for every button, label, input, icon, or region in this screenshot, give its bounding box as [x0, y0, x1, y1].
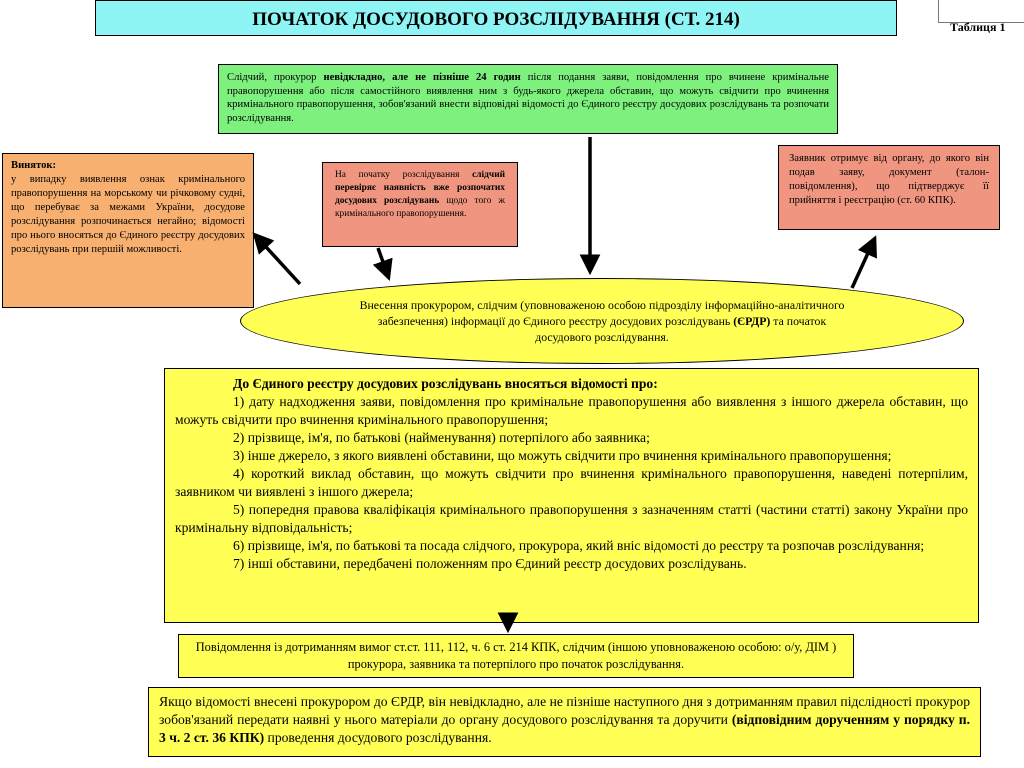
prosecutor-transfer-box	[148, 687, 981, 757]
notification-box	[178, 634, 854, 678]
registry-item: 3) інше джерело, з якого виявлені обставини, що можуть свідчити про вчинення кримінального правопорушення;	[233, 448, 892, 463]
ellipse-text-start: Внесення прокурором, слідчим (уповноваженою особою підрозділу інформаційно-аналітичного забезпечення) інформації до Єдиного реєстру досудових розслідувань	[359, 298, 845, 328]
ellipse-text-end: та початок досудового розслідування.	[535, 314, 827, 344]
erdr-entry-ellipse	[240, 278, 964, 364]
exception-text: у випадку виявлення ознак кримінального правопорушення на морському чи річковому судні, що перебуває за межами України, досудове розслідування розпочинається негайно; відомості про нього вносяться до Єдиного реєстру досудових розслідувань при першій можливості.	[11, 174, 245, 255]
registry-item: 2) прізвище, ім'я, по батькові (найменування) потерпілого або заявника;	[233, 430, 650, 445]
check-text-start: На початку розслідування	[335, 170, 473, 180]
green-text-end: після подання заяви, повідомлення про вчинене кримінальне правопорушення або після самостійного виявлення ним з будь-якого джерела обставин, що можуть свідчити про вчинення кримінального правопорушення, зобов'язаний внести відповідні відомості до Єдиного реєстру досудових розслідувань та розпочати розслідування.	[227, 72, 829, 124]
registry-item: 7) інші обставини, передбачені положенням про Єдиний реєстр досудових розслідувань.	[233, 556, 747, 571]
check-text-end: щодо того ж кримінального правопорушення.	[335, 196, 505, 219]
applicant-receipt-box	[778, 145, 1000, 230]
registry-item: 6) прізвище, ім'я, по батькові та посада слідчого, прокурора, який вніс відомості до реєстру та розпочав розслідування;	[233, 538, 925, 553]
exception-box	[2, 153, 254, 308]
applicant-text: Заявник отримує від органу, до якого він подав заяву, документ (талон-повідомлення), що підтверджує її прийняття і реєстрацію (ст. 60 КПК).	[789, 153, 989, 206]
transfer-text-start: Якщо відомості внесені прокурором до ЄРДР, він невідкладно, але не пізніше наступного дня з дотриманням правил підслідності прокурор зобов'язаний передати наявні у нього матеріали до органу досудового розслідування та доручити	[159, 694, 970, 727]
page-title: ПОЧАТОК ДОСУДОВОГО РОЗСЛІДУВАННЯ (СТ. 214)	[95, 0, 897, 36]
check-investigations-box	[322, 162, 518, 247]
arrow-to-exception	[256, 236, 300, 284]
registry-item: 4) короткий виклад обставин, що можуть свідчити про вчинення кримінального правопорушення, наведені потерпілим, заявником чи виявлені з іншого джерела;	[175, 466, 968, 499]
notification-text: Повідомлення із дотриманням вимог ст.ст. 111, 112, ч. 6 ст. 214 КПК, слідчим (іншою уповноваженою особою: о/у, ДІМ ) прокурора, заявника та потерпілого про початок розслідування.	[195, 640, 837, 671]
green-text-start: Слідчий, прокурор	[227, 72, 324, 83]
green-deadline: невідкладно, але не пізніше 24 годин	[323, 72, 521, 83]
green-duty-box	[218, 64, 838, 134]
arrow-to-check	[378, 248, 388, 276]
registry-heading: До Єдиного реєстру досудових розслідувань вносяться відомості про:	[233, 376, 658, 391]
registry-item: 5) попередня правова кваліфікація кримінального правопорушення з зазначенням статті (частини статті) закону України про кримінальну відповідальність;	[175, 502, 968, 535]
exception-heading: Виняток:	[11, 160, 56, 171]
registry-item: 1) дату надходження заяви, повідомлення про кримінальне правопорушення або виявлення з іншого джерела обставин, що можуть свідчити про вчинення кримінального правопорушення;	[175, 394, 968, 427]
arrow-to-applicant	[852, 240, 874, 288]
ellipse-erdr: (ЄРДР)	[733, 314, 771, 328]
transfer-text-end: проведення досудового розслідування.	[264, 730, 492, 745]
transfer-text-bold: (відповідним дорученням у порядку п. 3 ч. 2 ст. 36 КПК)	[159, 712, 970, 745]
table-label: Таблиця 1	[950, 20, 1006, 34]
check-text-bold: слідчий перевіряє наявність вже розпочатих досудових розслідувань	[335, 170, 505, 206]
registry-contents-box	[164, 368, 979, 623]
